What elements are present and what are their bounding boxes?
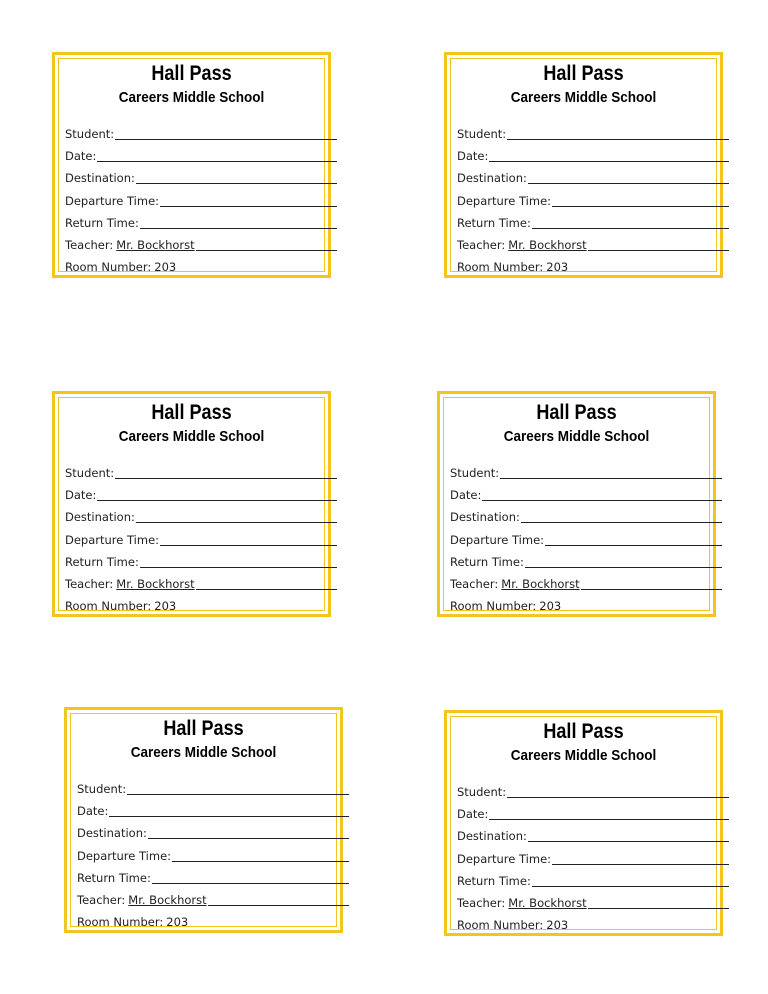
destination-blank-line[interactable] [528, 183, 729, 184]
room-number-field [457, 916, 729, 934]
teacher-name: Mr. Bockhorst [508, 896, 587, 910]
room-number-label: Room Number: [457, 918, 544, 932]
pass-title: Hall Pass [543, 720, 624, 743]
return-time-blank-line[interactable] [140, 567, 337, 568]
return-time-field[interactable] [77, 869, 349, 887]
pass-title: Hall Pass [151, 62, 232, 85]
school-name: Careers Middle School [130, 744, 277, 761]
room-number-label: Room Number: [457, 260, 544, 274]
departure-time-label: Departure Time: [65, 533, 160, 547]
teacher-field[interactable] [450, 575, 722, 593]
departure-time-blank-line[interactable] [172, 861, 349, 862]
destination-label: Destination: [457, 829, 527, 843]
hall-pass-card-4 [437, 391, 716, 617]
pass-title: Hall Pass [536, 401, 617, 424]
teacher-field[interactable] [457, 236, 729, 254]
room-number-field [77, 913, 349, 931]
return-time-blank-line[interactable] [525, 567, 722, 568]
departure-time-field[interactable] [65, 531, 337, 549]
student-label: Student: [65, 127, 115, 141]
teacher-blank-line[interactable] [588, 250, 729, 251]
hall-pass-card-5 [64, 707, 343, 933]
student-label: Student: [65, 466, 115, 480]
teacher-field[interactable] [457, 894, 729, 912]
date-field[interactable] [450, 486, 722, 504]
hall-pass-card-2 [444, 52, 723, 278]
destination-blank-line[interactable] [528, 841, 729, 842]
date-label: Date: [450, 488, 482, 502]
teacher-field[interactable] [65, 575, 337, 593]
destination-blank-line[interactable] [148, 838, 349, 839]
school-name: Careers Middle School [510, 89, 657, 106]
student-blank-line[interactable] [500, 478, 722, 479]
teacher-name: Mr. Bockhorst [116, 577, 195, 591]
departure-time-blank-line[interactable] [552, 206, 729, 207]
date-field[interactable] [77, 802, 349, 820]
return-time-field[interactable] [65, 214, 337, 232]
departure-time-field[interactable] [450, 531, 722, 549]
departure-time-blank-line[interactable] [552, 864, 729, 865]
room-number-value: 203 [154, 260, 177, 274]
room-number-value: 203 [166, 915, 189, 929]
student-blank-line[interactable] [507, 797, 729, 798]
teacher-name: Mr. Bockhorst [128, 893, 207, 907]
student-field[interactable] [457, 783, 729, 801]
hall-pass-card-3 [52, 391, 331, 617]
teacher-field[interactable] [77, 891, 349, 909]
student-label: Student: [450, 466, 500, 480]
teacher-blank-line[interactable] [196, 250, 337, 251]
destination-field[interactable] [450, 508, 722, 526]
student-label: Student: [457, 785, 507, 799]
date-blank-line[interactable] [97, 500, 337, 501]
teacher-blank-line[interactable] [196, 589, 337, 590]
return-time-label: Return Time: [457, 874, 531, 888]
destination-label: Destination: [65, 510, 135, 524]
teacher-name: Mr. Bockhorst [501, 577, 580, 591]
student-field[interactable] [65, 125, 337, 143]
date-blank-line[interactable] [489, 161, 729, 162]
date-blank-line[interactable] [482, 500, 722, 501]
return-time-label: Return Time: [77, 871, 151, 885]
return-time-label: Return Time: [65, 216, 139, 230]
destination-field[interactable] [457, 827, 729, 845]
room-number-value: 203 [154, 599, 177, 613]
room-number-label: Room Number: [65, 599, 152, 613]
student-label: Student: [77, 782, 127, 796]
room-number-label: Room Number: [65, 260, 152, 274]
hall-pass-card-6 [444, 710, 723, 936]
return-time-field[interactable] [457, 214, 729, 232]
room-number-field [65, 258, 337, 276]
return-time-label: Return Time: [450, 555, 524, 569]
date-field[interactable] [457, 147, 729, 165]
date-blank-line[interactable] [97, 161, 337, 162]
room-number-value: 203 [546, 918, 569, 932]
departure-time-label: Departure Time: [457, 852, 552, 866]
student-blank-line[interactable] [115, 139, 337, 140]
student-field[interactable] [457, 125, 729, 143]
teacher-field[interactable] [65, 236, 337, 254]
destination-label: Destination: [457, 171, 527, 185]
room-number-value: 203 [546, 260, 569, 274]
date-label: Date: [65, 488, 97, 502]
departure-time-label: Departure Time: [65, 194, 160, 208]
destination-field[interactable] [457, 169, 729, 187]
destination-blank-line[interactable] [521, 522, 722, 523]
return-time-label: Return Time: [457, 216, 531, 230]
teacher-label: Teacher: [77, 893, 126, 907]
teacher-label: Teacher: [65, 238, 114, 252]
school-name: Careers Middle School [118, 89, 265, 106]
departure-time-blank-line[interactable] [160, 206, 337, 207]
room-number-field [450, 597, 722, 615]
return-time-label: Return Time: [65, 555, 139, 569]
destination-field[interactable] [65, 169, 337, 187]
teacher-blank-line[interactable] [208, 905, 349, 906]
departure-time-blank-line[interactable] [545, 545, 722, 546]
departure-time-label: Departure Time: [450, 533, 545, 547]
school-name: Careers Middle School [118, 428, 265, 445]
room-number-field [65, 597, 337, 615]
teacher-blank-line[interactable] [588, 908, 729, 909]
school-name: Careers Middle School [503, 428, 650, 445]
date-label: Date: [77, 804, 109, 818]
departure-time-field[interactable] [457, 192, 729, 210]
destination-label: Destination: [450, 510, 520, 524]
return-time-field[interactable] [65, 553, 337, 571]
teacher-label: Teacher: [457, 896, 506, 910]
teacher-name: Mr. Bockhorst [508, 238, 587, 252]
return-time-blank-line[interactable] [532, 886, 729, 887]
date-label: Date: [457, 149, 489, 163]
teacher-name: Mr. Bockhorst [116, 238, 195, 252]
date-field[interactable] [65, 147, 337, 165]
return-time-blank-line[interactable] [532, 228, 729, 229]
departure-time-label: Departure Time: [77, 849, 172, 863]
student-blank-line[interactable] [115, 478, 337, 479]
destination-blank-line[interactable] [136, 183, 337, 184]
departure-time-field[interactable] [457, 850, 729, 868]
hall-pass-card-1 [52, 52, 331, 278]
date-label: Date: [65, 149, 97, 163]
student-field[interactable] [77, 780, 349, 798]
teacher-label: Teacher: [65, 577, 114, 591]
date-field[interactable] [65, 486, 337, 504]
teacher-label: Teacher: [457, 238, 506, 252]
return-time-blank-line[interactable] [140, 228, 337, 229]
room-number-value: 203 [539, 599, 562, 613]
departure-time-field[interactable] [77, 847, 349, 865]
room-number-label: Room Number: [77, 915, 164, 929]
student-blank-line[interactable] [507, 139, 729, 140]
teacher-label: Teacher: [450, 577, 499, 591]
pass-title: Hall Pass [163, 717, 244, 740]
student-label: Student: [457, 127, 507, 141]
room-number-label: Room Number: [450, 599, 537, 613]
date-blank-line[interactable] [489, 819, 729, 820]
pass-title: Hall Pass [151, 401, 232, 424]
return-time-blank-line[interactable] [152, 883, 349, 884]
student-blank-line[interactable] [127, 794, 349, 795]
return-time-field[interactable] [450, 553, 722, 571]
departure-time-blank-line[interactable] [160, 545, 337, 546]
destination-field[interactable] [65, 508, 337, 526]
school-name: Careers Middle School [510, 747, 657, 764]
destination-field[interactable] [77, 824, 349, 842]
pass-title: Hall Pass [543, 62, 624, 85]
departure-time-field[interactable] [65, 192, 337, 210]
date-field[interactable] [457, 805, 729, 823]
destination-label: Destination: [65, 171, 135, 185]
destination-label: Destination: [77, 826, 147, 840]
teacher-blank-line[interactable] [581, 589, 722, 590]
room-number-field [457, 258, 729, 276]
departure-time-label: Departure Time: [457, 194, 552, 208]
return-time-field[interactable] [457, 872, 729, 890]
student-field[interactable] [450, 464, 722, 482]
date-label: Date: [457, 807, 489, 821]
student-field[interactable] [65, 464, 337, 482]
date-blank-line[interactable] [109, 816, 349, 817]
destination-blank-line[interactable] [136, 522, 337, 523]
